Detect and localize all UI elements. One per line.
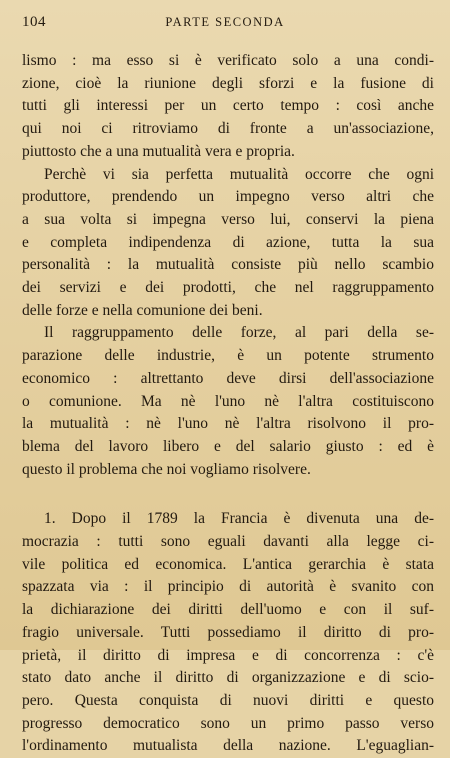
page-number: 104: [22, 14, 46, 30]
text-line: 1. Dopo il 1789 la Francia è divenuta una de-: [44, 510, 434, 528]
paragraph: [22, 322, 434, 481]
text-line: parazione delle industrie, è un potente strumento: [22, 347, 434, 365]
text-line: pero. Questa conquista di nuovi diritti e questo: [22, 691, 434, 709]
text-line: mocrazia : tutti sono eguali davanti alla legge ci-: [22, 533, 434, 551]
text-line: fragio universale. Tutti possediamo il diritto di pro-: [22, 623, 434, 641]
text-line: la dichiarazione dei diritti dell'uomo e con il suf-: [22, 601, 434, 619]
text-line: delle forze e nella comunione dei beni.: [22, 301, 263, 319]
text-line: lismo : ma esso si è verificato solo a una condi-: [22, 52, 434, 69]
text-line: o comunione. Ma nè l'uno nè l'altra costituiscono: [22, 392, 434, 410]
text-line: progresso democratico sono un primo passo verso: [22, 714, 434, 732]
text-line: vile politica ed economica. L'antica gerarchia è stata: [22, 555, 434, 573]
text-line: piuttosto che a una mutualità vera e propria.: [22, 142, 295, 160]
section-gap: [22, 481, 434, 508]
text-line: spazzata via : il principio di autorità è svanito con: [22, 578, 434, 596]
text-line: a sua volta si impegna verso lui, conservi la piena: [22, 210, 434, 228]
page-header: [22, 14, 428, 34]
body-text: [22, 50, 434, 758]
text-line: stato dato anche il diritto di organizzazione e di scio-: [22, 669, 434, 687]
text-line: Perchè vi sia perfetta mutualità occorre che ogni: [44, 165, 434, 183]
text-line: e completa indipendenza di azione, tutta la sua: [22, 233, 434, 251]
text-line: l'ordinamento mutualista della nazione. L'eguaglian-: [22, 737, 434, 755]
text-line: zione, cioè la riunione degli sforzi e la fusione di: [22, 74, 434, 92]
text-line: qui noi ci ritroviamo di fronte a un'associazione,: [22, 120, 434, 138]
text-line: la mutualità : nè l'uno nè l'altra risolvono il pro-: [22, 415, 434, 433]
text-line: personalità : la mutualità consiste più nello scambio: [22, 256, 434, 274]
text-line: Il raggruppamento delle forze, al pari della se-: [44, 324, 434, 342]
text-line: tutti gli interessi per un certo tempo : così anche: [22, 97, 434, 115]
paragraph: [22, 50, 434, 164]
running-title: PARTE SECONDA: [165, 15, 285, 29]
paragraph: [22, 164, 434, 323]
text-line: prietà, il diritto di impresa e di concorrenza : c'è: [22, 646, 434, 664]
text-line: blema del lavoro libero e del salario giusto : ed è: [22, 437, 434, 455]
text-line: questo il problema che noi vogliamo risolvere.: [22, 460, 311, 478]
text-line: dei servizi e dei prodotti, che nel raggruppamento: [22, 279, 434, 297]
text-line: economico : altrettanto deve dirsi dell'associazione: [22, 369, 434, 387]
paragraph: [22, 508, 434, 758]
text-line: produttore, prendendo un impegno verso altri che: [22, 188, 434, 206]
